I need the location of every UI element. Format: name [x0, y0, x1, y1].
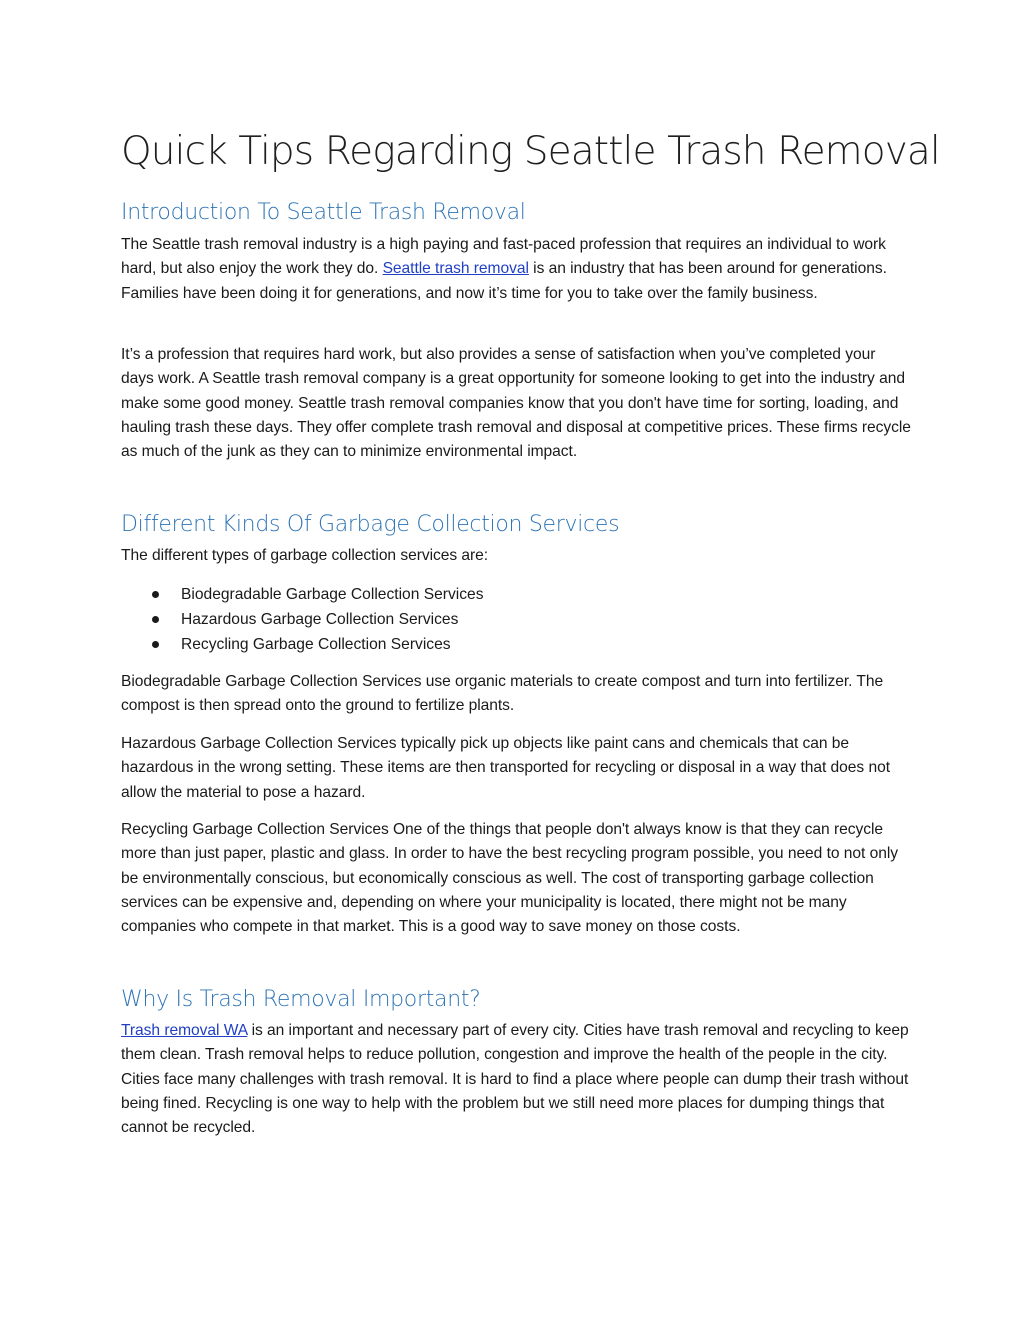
paragraph-biodegradable: Biodegradable Garbage Collection Services use organic materials to create compost and turn into fertilizer. The compost is then spread onto the ground to fertilize plants.: [121, 673, 884, 715]
list-item: [121, 582, 484, 607]
paragraph-hazardous: Hazardous Garbage Collection Services typically pick up objects like paint cans and chemicals that can be hazardous in the wrong setting. These items are then transported for recycling or disposal in a way that does not allow the material to pose a hazard.: [121, 735, 890, 801]
paragraph-why-text: is an important and necessary part of every city. Cities have trash removal and recycling to keep them clean. Trash removal helps to reduce pollution, congestion and improve the health of the people in the city. Cities face many challenges with trash removal. It is hard to find a place where people can dump their trash without being fined. Recycling is one way to help with the problem but we still need more places for dumping things that cannot be recycled.: [121, 1022, 909, 1137]
paragraph-why: [121, 1019, 911, 1140]
heading-different-kinds: Different Kinds Of Garbage Collection Services: [121, 512, 620, 537]
document-title: Quick Tips Regarding Seattle Trash Removal: [121, 129, 940, 174]
bullet-icon: [152, 641, 159, 648]
services-list: [121, 582, 484, 657]
list-item-label: Biodegradable Garbage Collection Services: [181, 586, 484, 603]
heading-why-important: Why Is Trash Removal Important?: [121, 987, 481, 1012]
list-item: [121, 632, 484, 657]
link-trash-removal-wa[interactable]: Trash removal WA: [121, 1022, 248, 1039]
bullet-icon: [152, 616, 159, 623]
paragraph-intro-1: [121, 233, 911, 306]
list-item: [121, 607, 484, 632]
link-seattle-trash-removal[interactable]: Seattle trash removal: [382, 260, 529, 278]
paragraph-intro-2: It’s a profession that requires hard work, but also provides a sense of satisfaction when you’ve completed your days work. A Seattle trash removal company is a great opportunity for someone looking to get into the industry and make some good money. Seattle trash removal companies know that you don't have time for sorting, loading, and hauling trash these days. They offer complete trash removal and disposal at competitive prices. These firms recycle as much of the junk as they can to minimize environmental impact.: [121, 346, 911, 461]
paragraph-intro-1-text-a: The Seattle trash removal industry is a high paying and fast-paced profession that requires an individual to work hard, but also enjoy the work they do.: [121, 236, 886, 278]
paragraph-intro-1-text-b: is an industry that has been around for generations. Families have been doing it for generations, and now it’s time for you to take over the family business.: [121, 260, 887, 302]
paragraph-kinds-lead: The different types of garbage collection services are:: [121, 547, 489, 564]
list-item-label: Hazardous Garbage Collection Services: [181, 611, 459, 628]
list-item-label: Recycling Garbage Collection Services: [181, 636, 451, 653]
paragraph-recycling: Recycling Garbage Collection Services One of the things that people don't always know is that they can recycle more than just paper, plastic and glass. In order to have the best recycling program possible, you need to not only be environmentally conscious, but economically conscious as well. The cost of transporting garbage collection services can be expensive and, depending on where your municipality is located, there might not be many companies who compete in that market. This is a good way to save money on those costs.: [121, 821, 898, 936]
heading-introduction: Introduction To Seattle Trash Removal: [121, 200, 526, 225]
bullet-icon: [152, 591, 159, 598]
